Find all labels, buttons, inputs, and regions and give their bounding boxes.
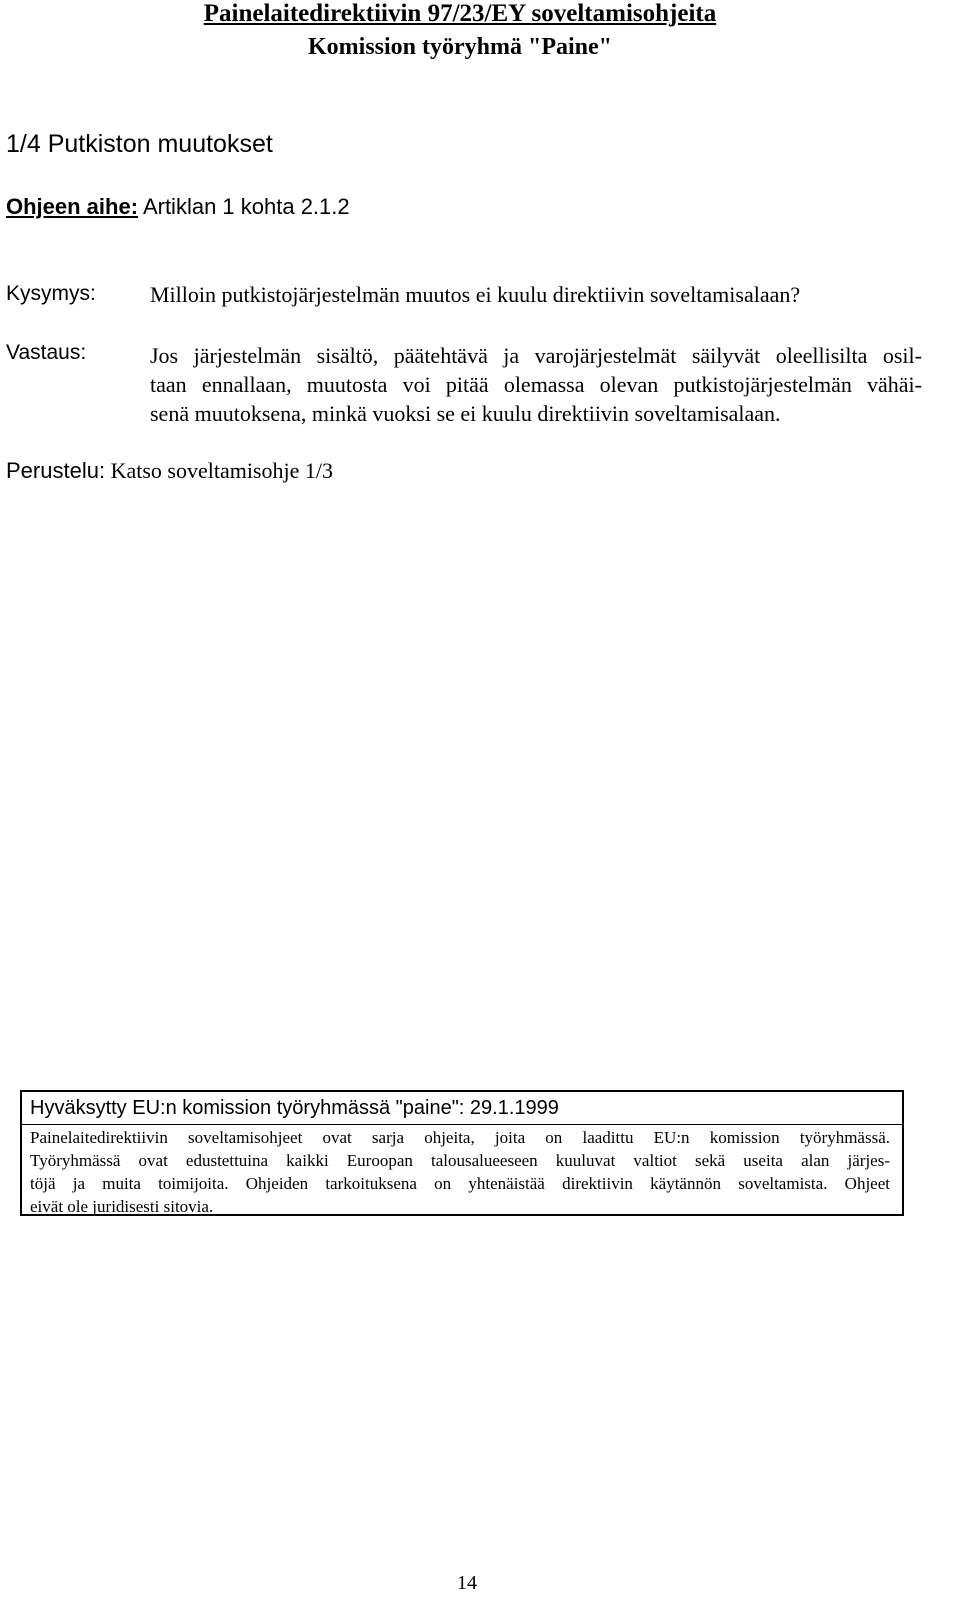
topic-value: Artiklan 1 kohta 2.1.2 bbox=[138, 194, 350, 219]
notice-line: Painelaitedirektiivin soveltamisohjeet ovat sarja ohjeita, joita on laadittu EU:n komission työryhmässä. bbox=[30, 1128, 890, 1147]
notice-line: Työryhmässä ovat edustettuina kaikki Euroopan talousalueeseen kuuluvat valtiot sekä useita alan järjes- bbox=[30, 1151, 890, 1170]
question-text: Milloin putkistojärjestelmän muutos ei kuulu direktiivin soveltamisalaan? bbox=[150, 282, 801, 307]
approval-notice-box bbox=[20, 1090, 904, 1216]
answer-line: taan ennallaan, muutosta voi pitää olemassa olevan putkistojärjestelmän vähäi- bbox=[150, 372, 922, 397]
document-title: Painelaitedirektiivin 97/23/EY soveltamisohjeita bbox=[203, 0, 717, 27]
basis-text: Katso soveltamisohje 1/3 bbox=[105, 458, 333, 483]
guide-title: 1/4 Putkiston muutokset bbox=[6, 130, 273, 158]
basis bbox=[6, 458, 333, 484]
notice-line: eivät ole juridisesti sitovia. bbox=[30, 1197, 214, 1216]
document-subtitle: Komission työryhmä "Paine" bbox=[308, 34, 612, 60]
basis-label: Perustelu: bbox=[6, 458, 106, 483]
answer-line: Jos järjestelmän sisältö, päätehtävä ja varojärjestelmät säilyvät oleellisilta osil- bbox=[150, 343, 922, 368]
guide-topic bbox=[6, 194, 350, 220]
page-number: 14 bbox=[457, 1572, 477, 1594]
answer-text bbox=[150, 341, 922, 428]
question-label: Kysymys: bbox=[6, 282, 96, 305]
topic-label: Ohjeen aihe: bbox=[6, 194, 139, 219]
approval-heading: Hyväksytty EU:n komission työryhmässä "paine": 29.1.1999 bbox=[22, 1092, 902, 1125]
answer-line: senä muutoksena, minkä vuoksi se ei kuulu direktiivin soveltamisalaan. bbox=[150, 401, 781, 426]
notice-line: töjä ja muita toimijoita. Ohjeiden tarkoituksena on yhtenäistää direktiivin käytännön soveltamista. Ohjeet bbox=[30, 1174, 890, 1193]
answer-label: Vastaus: bbox=[6, 341, 87, 364]
approval-description bbox=[30, 1126, 890, 1218]
